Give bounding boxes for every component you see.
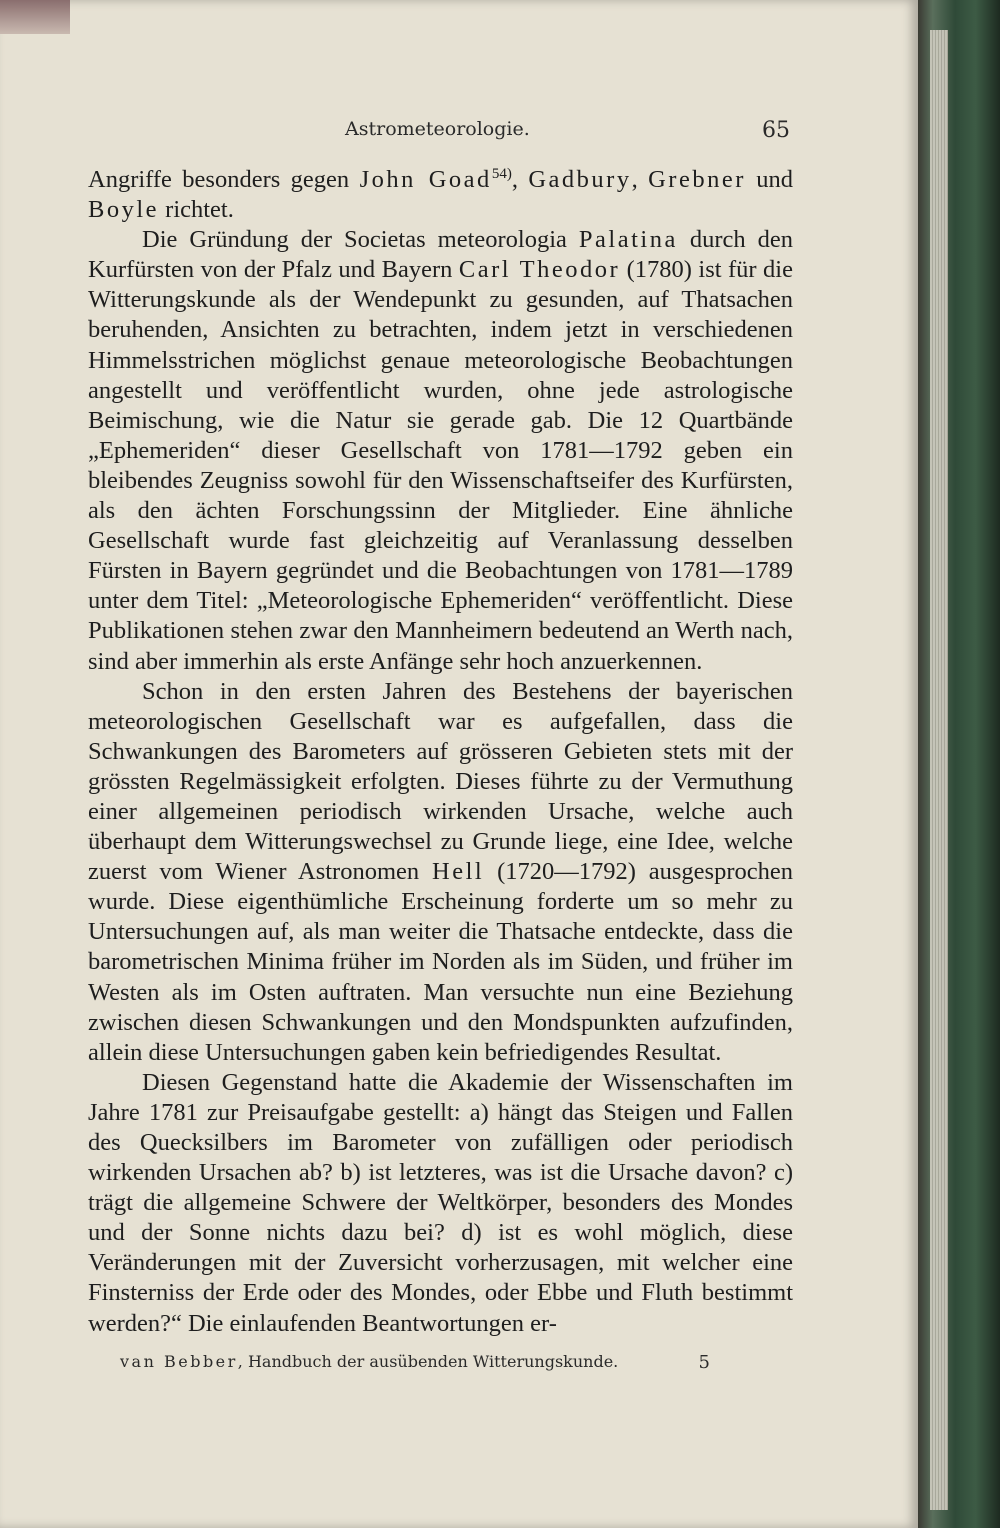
running-header bbox=[90, 118, 790, 148]
text-run: (1780) ist für die Witterungskunde als der Wendepunkt zu gesunden, auf Thatsachen beruhenden, Ansichten zu betrachten, indem jetzt in verschiedenen Himmelsstrichen möglichst genaue meteorologische Beobachtungen angestellt und veröffentlicht wurden, ohne jede astrologische Beimischung, wie die Natur sie gerade gab. Die 12 Quartbände „Ephemeriden“ dieser Gesellschaft von 1781—1792 geben ein bleibendes Zeugniss sowohl für den Wissenschaftseifer des Kurfürsten, als den ächten Forschungssinn der Mitglieder. Eine ähnliche Gesellschaft wurde fast gleichzeitig auf Veranlassung desselben Fürsten in Bayern gegründet und die Beobachtungen von 1781—1789 unter dem Titel: „Meteorologische Ephemeriden“ veröffentlicht. Diese Publikationen stehen zwar den Mannheimern bedeutend an Werth nach, sind aber immerhin als erste Anfänge sehr hoch anzuerkennen. bbox=[88, 256, 793, 675]
footnote-ref: 54) bbox=[491, 165, 512, 182]
spaced-name: Hell bbox=[432, 858, 485, 886]
spaced-name: Boyle bbox=[88, 196, 160, 224]
text-run: durch den Kurfürsten von der Pfalz und Bayern bbox=[88, 226, 793, 284]
text-run: richtet. bbox=[159, 196, 234, 224]
text-run: (1720—1792) ausgesprochen wurde. Diese eigenthümliche Erscheinung forderte um so mehr zu Untersuchungen auf, als man weiter die Thatsache entdeckte, dass die barometrischen Minima früher im Norden als im Süden, und früher im Westen als im Osten auftraten. Man versuchte nun eine Beziehung zwischen diesen Schwankungen und den Mondspunkten aufzufinden, allein diese Untersuchungen gaben kein befriedigendes Resultat. bbox=[88, 858, 794, 1066]
paragraph bbox=[88, 677, 793, 1068]
text-run: , bbox=[511, 166, 529, 193]
page-footer bbox=[120, 1352, 710, 1376]
text-run: Die Gründung der Societas meteorologia bbox=[142, 226, 579, 254]
text-run: Diesen Gegenstand hatte die Akademie der Wissenschaften im Jahre 1781 zur Preisaufgabe gestellt: a) hängt das Steigen und Fallen des Quecksilbers im Barometer von zufälligen oder periodisch wirkenden Ursachen ab? b) ist letzteres, was ist die Ursache davon? c) trägt die allgemeine Schwere der Weltkörper, besonders des Mondes und der Sonne nichts dazu bei? d) ist es wohl möglich, diese Veränderungen mit der Zuversicht vorherzusagen, mit welcher eine Finsterniss der Erde oder des Mondes, oder Ebbe und Fluth bestimmt werden?“ Die einlaufenden Beantwortungen er- bbox=[88, 1068, 793, 1337]
page-corner-stain bbox=[0, 0, 70, 34]
page-number: 65 bbox=[762, 118, 790, 143]
spaced-name: Gadbury bbox=[528, 166, 632, 193]
paragraph bbox=[88, 225, 793, 676]
spaced-name: Palatina bbox=[578, 226, 678, 254]
page-edges bbox=[930, 30, 948, 1510]
text-run: Angriffe besonders gegen bbox=[88, 166, 360, 193]
spaced-name: John Goad bbox=[359, 166, 492, 193]
text-run: Schon in den ersten Jahren des Bestehens der bayerischen meteorologischen Gesellschaft war es aufgefallen, dass die Schwankungen des Barometers auf grösseren Gebieten stets mit der grössten Regelmässigkeit erfolgten. Dieses führte zu der Vermuthung einer allgemeinen periodisch wirkenden Ursache, welche auch überhaupt dem Witterungswechsel zu Grunde liege, eine Idee, welche zuerst vom Wiener Astronomen bbox=[88, 677, 793, 886]
signature-mark: 5 bbox=[698, 1352, 710, 1373]
spaced-name: Grebner bbox=[648, 166, 746, 193]
body-text bbox=[88, 165, 793, 1339]
text-run: , bbox=[631, 166, 649, 193]
footer-author: van Bebber bbox=[120, 1352, 238, 1371]
running-title: Astrometeorologie. bbox=[345, 118, 530, 140]
footer-title: , Handbuch der ausübenden Witterungskunde. bbox=[237, 1352, 619, 1371]
text-run: und bbox=[745, 166, 794, 193]
book-spine bbox=[918, 0, 1000, 1528]
paragraph bbox=[88, 1068, 793, 1339]
spaced-name: Carl Theodor bbox=[458, 256, 621, 284]
paragraph bbox=[88, 165, 793, 225]
